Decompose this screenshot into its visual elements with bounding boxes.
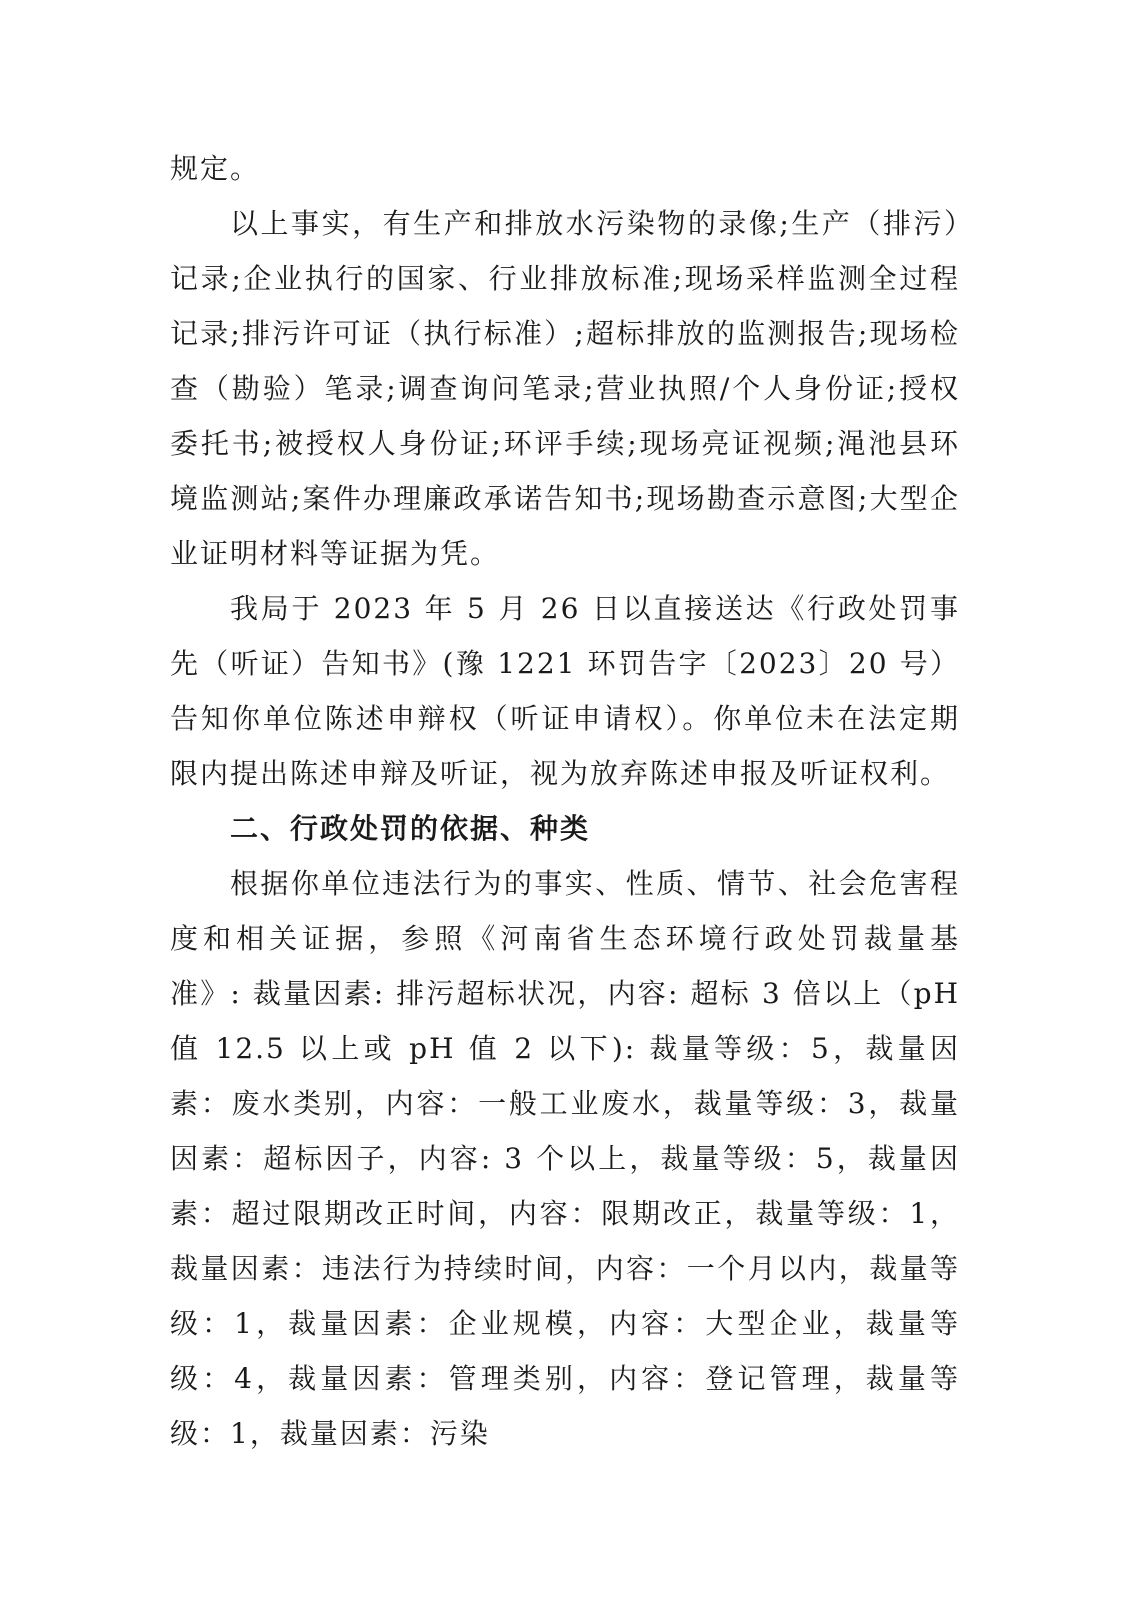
document-body [170, 141, 960, 1461]
section-heading: 二、行政处罚的依据、种类 [230, 812, 591, 845]
paragraph-basis: 根据你单位违法行为的事实、性质、情节、社会危害程度和相关证据，参照《河南省生态环境行政处罚裁量基准》: 裁量因素: 排污超标状况，内容: 超标 3 倍以上（pH 值 12.5 以上或 pH 值 2 以下): 裁量等级：5，裁量因素：废水类别，内容：一般工业废水，裁量等级：3，裁量因素：超标因子，内容: 3 个以上，裁量等级：5，裁量因素：超过限期改正时间，内容：限期改正，裁量等级：1，裁量因素：违法行为持续时间，内容：一个月以内，裁量等级：1，裁量因素：企业规模，内容：大型企业，裁量等级：4，裁量因素：管理类别，内容：登记管理，裁量等级：1，裁量因素：污染 [170, 867, 960, 1450]
paragraph-evidence: 以上事实，有生产和排放水污染物的录像;生产（排污）记录;企业执行的国家、行业排放标准;现场采样监测全过程记录;排污许可证（执行标准）;超标排放的监测报告;现场检查（勘验）笔录;调查询问笔录;营业执照/个人身份证;授权委托书;被授权人身份证;环评手续;现场亮证视频;渑池县环境监测站;案件办理廉政承诺告知书;现场勘查示意图;大型企业证明材料等证据为凭。 [170, 207, 960, 570]
paragraph-continuation: 规定。 [170, 152, 261, 185]
paragraph-notice: 我局于 2023 年 5 月 26 日以直接送达《行政处罚事先（听证）告知书》(豫 1221 环罚告字〔2023〕20 号）告知你单位陈述申辩权（听证申请权）。你单位未在法定期限内提出陈述申辩及听证，视为放弃陈述申报及听证权利。 [170, 592, 960, 790]
